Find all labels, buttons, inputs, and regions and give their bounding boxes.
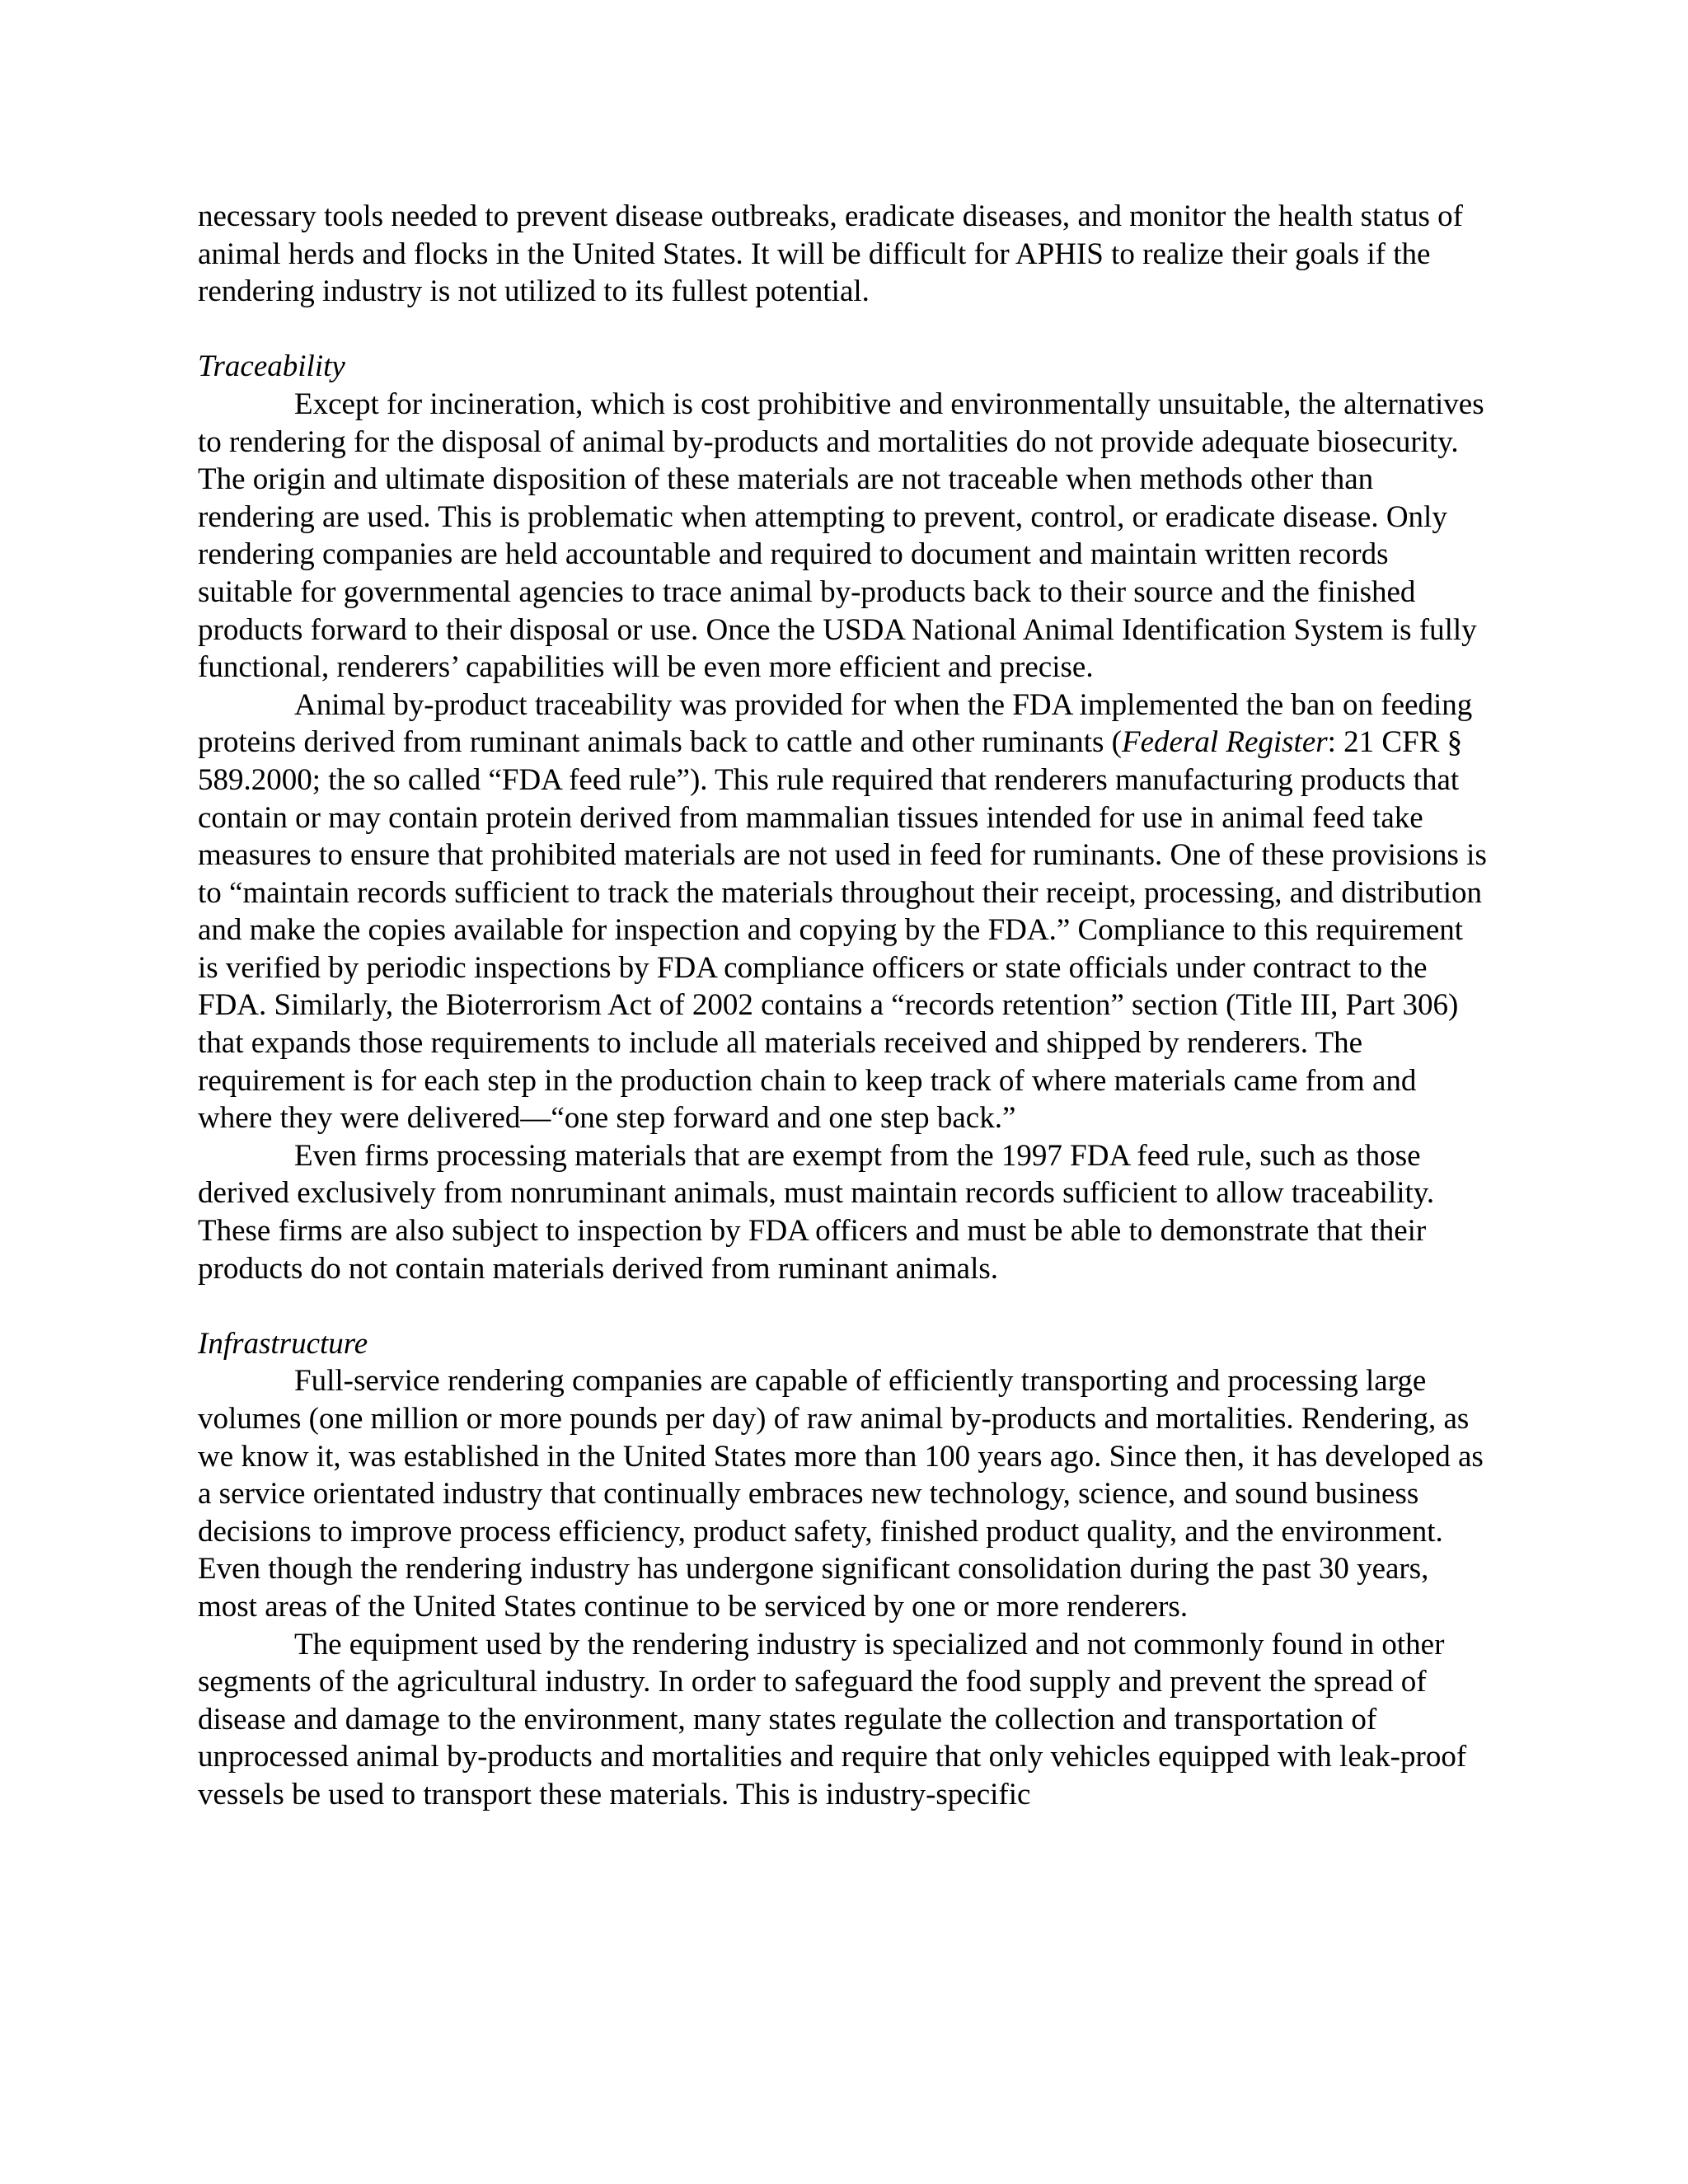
infrastructure-paragraph-2: The equipment used by the rendering industry is specialized and not commonly found in other segments of the agricultural industry. In order to safeguard the food supply and prevent the spread of disease and damage to the environment, many states regulate the collection and transportation of unprocessed animal by-products and mortalities and require that only vehicles equipped with leak-proof vessels be used to transport these materials. This is industry-specific <box>198 1627 1467 1811</box>
document-page <box>198 198 1488 1814</box>
infrastructure-paragraph-1: Full-service rendering companies are capable of efficiently transporting and processing large volumes (one million or more pounds per day) of raw animal by-products and mortalities. Rendering, as we know it, was established in the United States more than 100 years ago. Since then, it has developed as a service orientated industry that continually embraces new technology, science, and sound business decisions to improve process efficiency, product safety, finished product quality, and the environment. Even though the rendering industry has undergone significant consolidation during the past 30 years, most areas of the United States continue to be serviced by one or more renderers. <box>198 1364 1484 1624</box>
intro-paragraph: necessary tools needed to prevent disease outbreaks, eradicate diseases, and monitor the health status of animal herds and flocks in the United States. It will be difficult for APHIS to realize their goals if the rendering industry is not utilized to its fullest potential. <box>198 199 1463 309</box>
section-heading-infrastructure: Infrastructure <box>198 1326 368 1361</box>
traceability-paragraph-3: Even firms processing materials that are exempt from the 1997 FDA feed rule, such as those derived exclusively from nonruminant animals, must maintain records sufficient to allow traceability. These firms are also subject to inspection by FDA officers and must be able to demonstrate that their products do not contain materials derived from ruminant animals. <box>198 1138 1435 1286</box>
section-spacer <box>198 1287 1488 1325</box>
infrastructure-section <box>198 1325 1488 1814</box>
section-spacer <box>198 311 1488 349</box>
section-heading-traceability: Traceability <box>198 349 345 384</box>
federal-register-citation: Federal Register <box>1121 725 1328 760</box>
paragraph-text-after-citation: : 21 CFR § 589.2000; the so called “FDA feed rule”). This rule required that renderers manufacturing products that contain or may contain protein derived from mammalian tissues intended for use in animal feed take measures to ensure that prohibited materials are not used in feed for ruminants. One of these provisions is to “maintain records sufficient to track the materials throughout their receipt, processing, and distribution and make the copies available for inspection and copying by the FDA.” Compliance to this requirement is verified by periodic inspections by FDA compliance officers or state officials under contract to the FDA. Similarly, the Bioterrorism Act of 2002 contains a “records retention” section (Title III, Part 306) that expands those requirements to include all materials received and shipped by renderers. The requirement is for each step in the production chain to keep track of where materials came from and where they were delivered—“one step forward and one step back.” <box>198 725 1487 1136</box>
paragraph-text-before-citation: Animal by-product traceability was provided for when the FDA implemented the ban on feeding proteins derived from ruminant animals back to cattle and other ruminants ( <box>198 687 1473 760</box>
traceability-section <box>198 348 1488 1287</box>
traceability-paragraph-1: Except for incineration, which is cost prohibitive and environmentally unsuitable, the alternatives to rendering for the disposal of animal by-products and mortalities do not provide adequate biosecurity. The origin and ultimate disposition of these materials are not traceable when methods other than rendering are used. This is problematic when attempting to prevent, control, or eradicate disease. Only rendering companies are held accountable and required to document and maintain written records suitable for governmental agencies to trace animal by-products back to their source and the finished products forward to their disposal or use. Once the USDA National Animal Identification System is fully functional, renderers’ capabilities will be even more efficient and precise. <box>198 387 1484 685</box>
traceability-paragraph-2 <box>198 687 1488 1137</box>
